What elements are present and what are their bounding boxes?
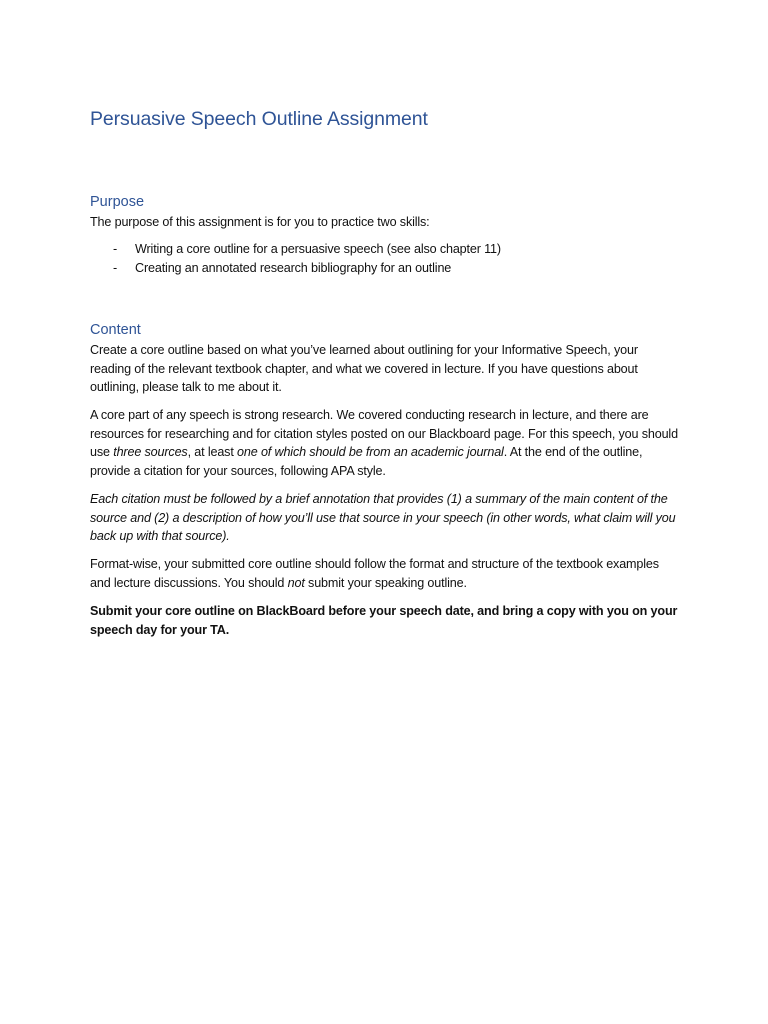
content-paragraph-research xyxy=(90,406,682,480)
purpose-heading: Purpose xyxy=(90,194,145,210)
content-heading: Content xyxy=(90,322,141,338)
text-run: . At the end of the outline, provide a citation for your sources, following APA style. xyxy=(90,445,643,479)
emphasis-not: not xyxy=(287,576,305,591)
content-section xyxy=(90,321,682,649)
text-run: A core part of any speech is strong research. We covered conducting research in lecture, and there are resources for researching and for citation styles posted on our Blackboard page. For this speech, you should use xyxy=(90,408,678,460)
emphasis-three-sources: three sources xyxy=(113,445,188,460)
purpose-intro: The purpose of this assignment is for you to practice two skills: xyxy=(90,215,430,229)
content-paragraph-format xyxy=(90,555,682,592)
list-item xyxy=(90,259,682,278)
content-paragraph-submit: Submit your core outline on BlackBoard before your speech date, and bring a copy with you on your speech day for your TA. xyxy=(90,604,678,637)
document-title: Persuasive Speech Outline Assignment xyxy=(90,108,428,130)
content-paragraph-annotation: Each citation must be followed by a brief annotation that provides (1) a summary of the main content of the source and (2) a description of how you’ll use that source in your speech (in other words, what claim will you back up with that source). xyxy=(90,492,676,544)
list-item-text: Writing a core outline for a persuasive speech (see also chapter 11) xyxy=(135,241,501,256)
purpose-section xyxy=(90,193,682,278)
emphasis-academic-journal: one of which should be from an academic journal xyxy=(237,445,504,460)
list-item-text: Creating an annotated research bibliography for an outline xyxy=(135,260,452,275)
text-run: , at least xyxy=(187,445,238,460)
bullet-dash: - xyxy=(113,260,118,275)
bullet-dash: - xyxy=(113,241,118,256)
text-run: submit your speaking outline. xyxy=(304,576,467,591)
purpose-list xyxy=(90,240,682,278)
content-paragraph-outline: Create a core outline based on what you’ve learned about outlining for your Informative Speech, your reading of the relevant textbook chapter, and what we covered in lecture. If you have questions about outlining, please talk to me about it. xyxy=(90,343,638,395)
text-run: Format-wise, your submitted core outline should follow the format and structure of the textbook examples and lecture discussions. You should xyxy=(90,557,659,591)
list-item xyxy=(90,240,682,259)
